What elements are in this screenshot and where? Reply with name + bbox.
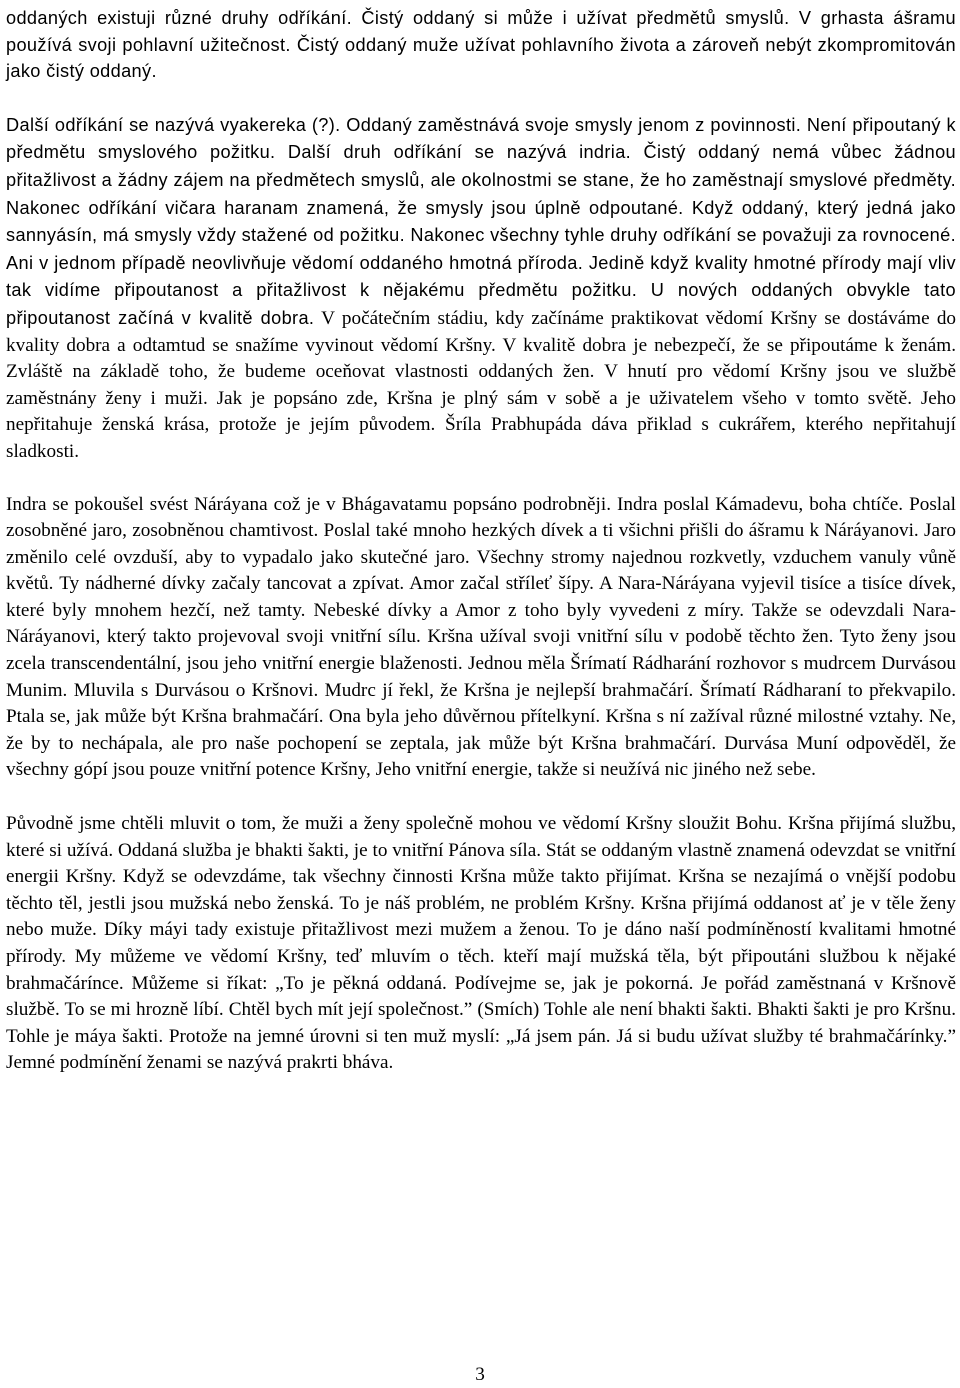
paragraph-2-serif-part: V počátečním stádiu, kdy začínáme praktikovat vědomí Kršny se dostáváme do kvality dobra a odtamtud se snažíme vyvinout vědomí Kršny. V kvalitě dobra je nebezpečí, že se připoutáme k ženám. Zvláště na základě toho, že budeme oceňovat vlastnosti oddaných žen. V hnutí pro vědomí Kršny jsou ve službě zaměstnány ženy i muži. Jak je popsáno zde, Kršna je plný sám v sobě a je uživatelem všeho v tomto světě. Jeho nepřitahuje ženská krása, protože je jejím původem. Šríla Prabhupáda dáva přiklad s cukrářem, kterého nepřitahují sladkosti. [6, 307, 957, 462]
paragraph-1: oddaných existuji různé druhy odříkání. Čistý oddaný si může i užívat předmětů smyslů. V grhasta ášramu používá svoji pohlavní užitečnost. Čistý oddaný muže užívat pohlavního života a zároveň nebýt zkompromitován jako čistý oddaný. [6, 8, 956, 82]
page-number: 3 [475, 1364, 485, 1385]
paragraph-2-sans-part: Další odříkání se nazývá vyakereka (?). Oddaný zaměstnává svoje smysly jenom z povinnosti. Není připoutaný k předmětu smyslového požitku. Další druh odříkání se nazývá indria. Čistý oddaný nemá vůbec žádnou přitažlivost a žádny zájem na předmětech smyslů, ale okolnostmi se stane, že ho zaměstnají smyslové předměty. Nakonec odříkání vičara haranam znamená, že smysly jsou úplně odpoutané. Když oddaný, který jedná jako sannyásín, má smysly vždy stažené od požitku. Nakonec všechny tyhle druhy odříkání se považuji za rovnocené. Ani v jednom případě neovlivňuje vědomí oddaného hmotná příroda. Jedině když kvality hmotné přírody mají vliv tak vidíme připoutanost a přitažlivost k nějakému předmětu požitku. U nových oddaných obvykle tato připoutanost začíná v kvalitě dobra. [6, 114, 956, 328]
paragraph-4: Původně jsme chtěli mluvit o tom, že muži a ženy společně mohou ve vědomí Kršny sloužit Bohu. Kršna přijímá službu, které si užívá. Oddaná služba je bhakti šakti, je to vnitřní Pánova síla. Stát se oddaným vlastně znamená odevzdat se vnitřní energii Kršny. Když se odevzdáme, tak všechny činnosti Kršna může takto přijímat. Kršna se nezajímá o vnější podobu těchto těl, jestli jsou mužská nebo ženská. To je náš problém, ne problém Kršny. Kršna přijímá oddanost ať je v těle ženy nebo muže. Díky máyi tady existuje přitažlivost mezi mužem a ženou. To je dáno naší podmíněností kvalitami hmotné přírody. My můžeme ve vědomí Kršny, teď mluvím o těch. kteří mají mužská těla, být připoutáni službou k nějaké brahmačárínce. Můžeme si říkat: „To je pěkná oddaná. Podívejme se, jak je pokorná. Je pořád zaměstnaná v Kršnově službě. To se mi hrozně líbí. Chtěl bych mít její společnost.” (Smích) Tohle ale není bhakti šakti. Bhakti šakti je pro Kršnu. Tohle je máya šakti. Protože na jemné úrovni si ten muž myslí: „Já jsem pán. Já si budu užívat služby té brahmačárínky.” Jemné podmínění ženami se nazývá prakrti bháva. [6, 813, 956, 1074]
paragraph-3: Indra se pokoušel svést Náráyana což je v Bhágavatamu popsáno podrobněji. Indra poslal Kámadevu, boha chtíče. Poslal zosobněné jaro, zosobněnou chamtivost. Poslal také mnoho hezkých dívek a ti všichni přišli do ášramu k Náráyanovi. Jaro změnilo celé ovzduší, aby to vypadalo jako skutečné jaro. Všechny stromy najednou rozkvetly, vzduchem vanuly vůně květů. Ty nádherné dívky začaly tancovat a zpívat. Amor začal stříleť šípy. A Nara-Náráyana vyjevil tisíce a tisíce dívek, které byly mnohem hezčí, než tamty. Nebeské dívky a Amor z toho byly vyvedeni z míry. Takže se odevzdali Nara-Náráyanovi, který takto projevoval svoji vnitřní sílu. Kršna užíval svoji vnitřní sílu v podobě těchto žen. Tyto ženy jsou zcela transcendentální, jsou jeho vnitřní energie blaženosti. Jednou měla Šrímatí Rádharání rozhovor s mudrcem Durvásou Munim. Mluvila s Durvásou o Kršnovi. Mudrc jí řekl, že Kršna je nejlepší brahmačárí. Šrímatí Rádharaní to překvapilo. Ptala se, jak může být Kršna brahmačárí. Ona byla jeho důvěrnou přítelkyní. Kršna s ní zažíval různé milostné vztahy. Ne, že by to nechápala, ale pro naše pochopení se zeptala, jak může být Kršna brahmačárí. Durvása Muní odpověděl, že všechny gópí jsou pouze vnitřní potence Kršny, Jeho vnitřní energie, takže si neužívá nic jiného než sebe. [6, 493, 956, 781]
paragraph-2 [6, 112, 956, 466]
document-page [6, 0, 956, 1077]
